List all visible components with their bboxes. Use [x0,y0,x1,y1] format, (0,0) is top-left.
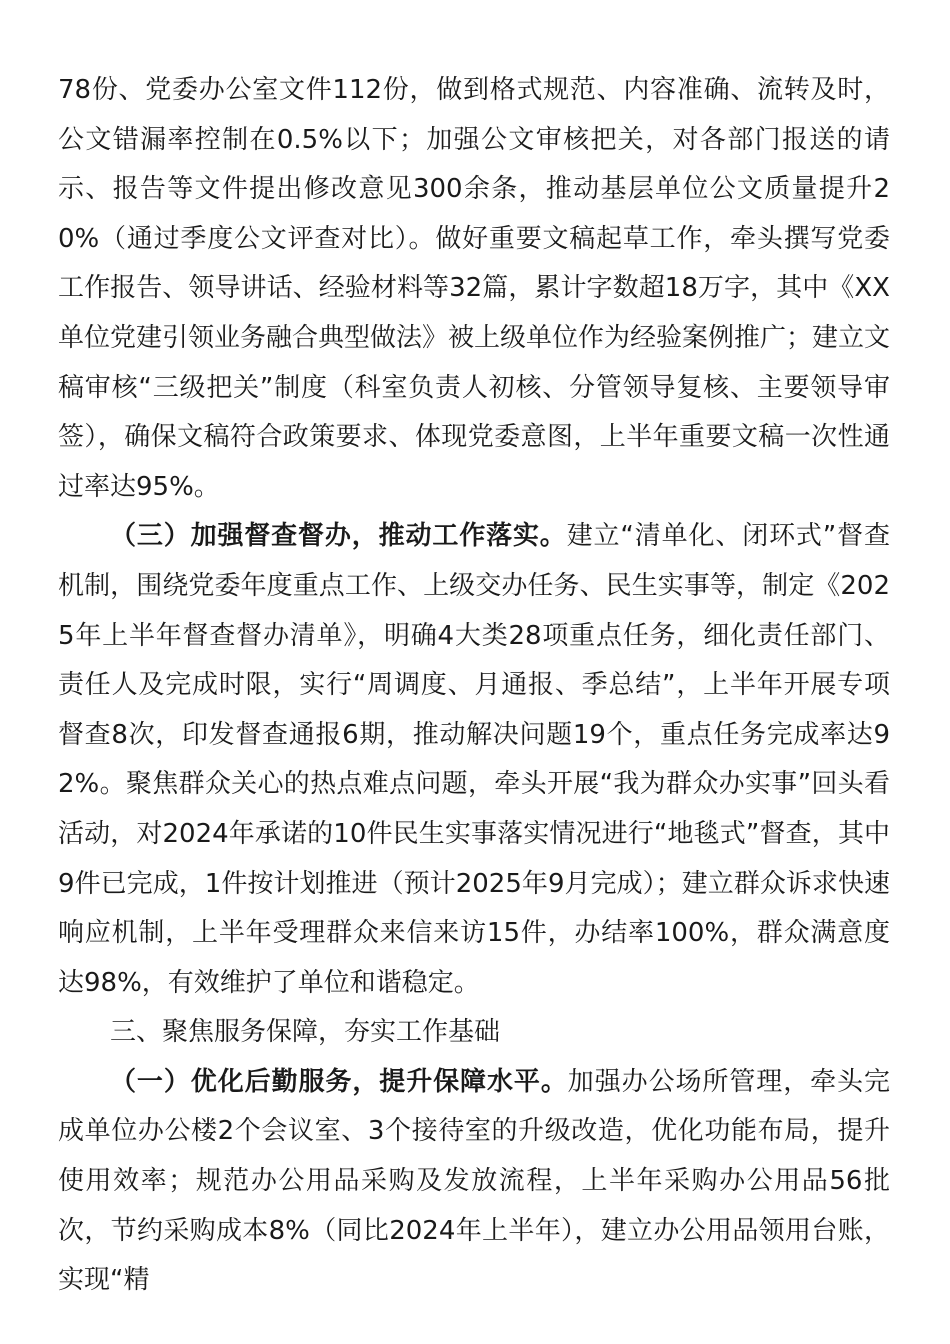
paragraph-logistics [58,1058,890,1306]
paragraph-logistics-lead: （一）优化后勤服务，提升保障水平。 [110,1066,568,1097]
paragraph-logistics-body: 加强办公场所管理，牵头完成单位办公楼2个会议室、3个接待室的升级改造，优化功能布局，提升使用效率；规范办公用品采购及发放流程，上半年采购办公用品56批次，节约采购成本8%（同比2024年上半年），建立办公用品领用台账，实现“精 [58,1066,890,1296]
section-heading: 三、聚焦服务保障，夯实工作基础 [110,1017,501,1048]
paragraph-supervision-lead: （三）加强督查督办，推动工作落实。 [110,521,567,552]
paragraph-supervision-body: 建立“清单化、闭环式”督查机制，围绕党委年度重点工作、上级交办任务、民生实事等，制定《2025年上半年督查督办清单》，明确4大类28项重点任务，细化责任部门、责任人及完成时限，实行“周调度、月通报、季总结”，上半年开展专项督查8次，印发督查通报6期，推动解决问题19个，重点任务完成率达92%。聚焦群众关心的热点难点问题，牵头开展“我为群众办实事”回头看活动，对2024年承诺的10件民生实事落实情况进行“地毯式”督查，其中9件已完成，1件按计划推进（预计2025年9月完成）；建立群众诉求快速响应机制，上半年受理群众来信来访15件，办结率100%，群众满意度达98%，有效维护了单位和谐稳定。 [58,521,890,998]
paragraph-supervision [58,512,890,1008]
paragraph-document-handling: 78份、党委办公室文件112份，做到格式规范、内容准确、流转及时，公文错漏率控制在0.5%以下；加强公文审核把关，对各部门报送的请示、报告等文件提出修改意见300余条，推动基层单位公文质量提升20%（通过季度公文评查对比）。做好重要文稿起草工作，牵头撰写党委工作报告、领导讲话、经验材料等32篇，累计字数超18万字，其中《XX单位党建引领业务融合典型做法》被上级单位作为经验案例推广；建立文稿审核“三级把关”制度（科室负责人初核、分管领导复核、主要领导审签），确保文稿符合政策要求、体现党委意图，上半年重要文稿一次性通过率达95%。 [58,75,891,502]
document-page [58,66,890,1306]
